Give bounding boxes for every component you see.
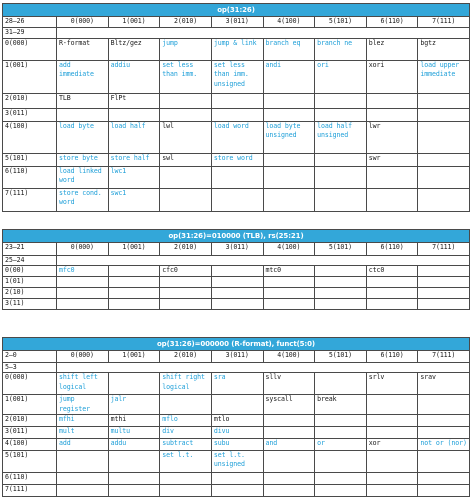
column-header: 1(001) — [108, 243, 160, 256]
table-row — [3, 438, 470, 450]
table-row — [3, 472, 470, 484]
corner-top-label: 2–0 — [3, 351, 57, 363]
empty-cell — [263, 109, 315, 122]
empty-cell — [366, 414, 418, 426]
empty-cell — [418, 167, 470, 189]
instruction-cell: mfhi — [57, 414, 109, 426]
table-row — [3, 288, 470, 299]
empty-cell — [366, 299, 418, 310]
table-row — [3, 450, 470, 472]
table-row — [3, 167, 470, 189]
empty-cell — [57, 109, 109, 122]
table-row — [3, 94, 470, 109]
empty-cell — [418, 109, 470, 122]
empty-cell — [211, 189, 263, 212]
empty-cell — [57, 277, 109, 288]
instruction-cell: div — [160, 426, 212, 438]
column-header: 2(010) — [160, 243, 212, 256]
empty-cell — [418, 277, 470, 288]
row-header: 3(11) — [3, 299, 57, 310]
empty-cell — [160, 109, 212, 122]
column-header: 3(011) — [211, 17, 263, 28]
instruction-cell: cfc0 — [160, 266, 212, 277]
instruction-cell: FlPt — [108, 94, 160, 109]
corner-bottom-label: 5–3 — [3, 363, 57, 373]
empty-cell — [108, 472, 160, 484]
empty-cell — [108, 373, 160, 395]
column-header: 6(110) — [366, 243, 418, 256]
empty-cell — [315, 450, 367, 472]
empty-cell — [366, 167, 418, 189]
instruction-cell: add immediate — [57, 61, 109, 94]
row-header: 2(010) — [3, 94, 57, 109]
instruction-cell: swc1 — [108, 189, 160, 212]
instruction-cell: set l.t. unsigned — [211, 450, 263, 472]
empty-cell — [366, 109, 418, 122]
instruction-cell: mthi — [108, 414, 160, 426]
empty-cell — [108, 299, 160, 310]
row-header: 3(011) — [3, 109, 57, 122]
row-header: 7(111) — [3, 484, 57, 496]
empty-cell — [57, 299, 109, 310]
instruction-cell: swr — [366, 154, 418, 167]
instruction-cell: shift left logical — [57, 373, 109, 395]
table-row — [3, 484, 470, 496]
empty-cell — [211, 94, 263, 109]
empty-cell — [211, 472, 263, 484]
empty-cell — [263, 299, 315, 310]
empty-cell — [160, 395, 212, 415]
table-title: op(31:26)=010000 (TLB), rs(25:21) — [3, 230, 470, 243]
instruction-cell: lwl — [160, 122, 212, 154]
instruction-cell: or — [315, 438, 367, 450]
empty-cell — [315, 154, 367, 167]
empty-cell — [263, 450, 315, 472]
instruction-cell: set less than imm. — [160, 61, 212, 94]
empty-cell — [160, 189, 212, 212]
instruction-cell: and — [263, 438, 315, 450]
instruction-cell: ori — [315, 61, 367, 94]
column-header: 1(001) — [108, 351, 160, 363]
empty-cell — [315, 109, 367, 122]
empty-cell — [418, 189, 470, 212]
instruction-cell: load byte unsigned — [263, 122, 315, 154]
row-header: 0(000) — [3, 39, 57, 61]
empty-cell — [263, 167, 315, 189]
row-header: 0(00) — [3, 266, 57, 277]
column-header: 7(111) — [418, 243, 470, 256]
column-header: 4(100) — [263, 243, 315, 256]
instruction-cell: load half — [108, 122, 160, 154]
empty-cell — [418, 288, 470, 299]
empty-cell — [315, 288, 367, 299]
empty-cell — [418, 154, 470, 167]
row-header: 3(011) — [3, 426, 57, 438]
empty-cell — [315, 266, 367, 277]
empty-cell — [418, 484, 470, 496]
empty-cell — [366, 288, 418, 299]
table-title: op(31:26)=000000 (R-format), funct(5:0) — [3, 338, 470, 351]
r-format-funct-table — [2, 337, 470, 497]
empty-cell — [160, 94, 212, 109]
empty-cell — [315, 299, 367, 310]
empty-cell — [211, 288, 263, 299]
empty-cell — [211, 299, 263, 310]
instruction-cell: load byte — [57, 122, 109, 154]
empty-cell — [366, 426, 418, 438]
row-header: 4(100) — [3, 122, 57, 154]
row-header: 1(01) — [3, 277, 57, 288]
instruction-cell: ctc0 — [366, 266, 418, 277]
table-row — [3, 299, 470, 310]
table-row — [3, 61, 470, 94]
instruction-cell: bgtz — [418, 39, 470, 61]
empty-cell — [315, 373, 367, 395]
instruction-cell: syscall — [263, 395, 315, 415]
empty-cell — [418, 426, 470, 438]
blank-cell — [57, 256, 470, 266]
empty-cell — [57, 288, 109, 299]
column-header: 6(110) — [366, 17, 418, 28]
column-header: 1(001) — [108, 17, 160, 28]
corner-bottom-label: 31–29 — [3, 28, 57, 39]
empty-cell — [418, 94, 470, 109]
instruction-cell: lwr — [366, 122, 418, 154]
instruction-cell: jump — [160, 39, 212, 61]
empty-cell — [108, 288, 160, 299]
blank-cell — [57, 363, 470, 373]
row-header: 7(111) — [3, 189, 57, 212]
instruction-cell: multu — [108, 426, 160, 438]
empty-cell — [366, 277, 418, 288]
row-header: 2(010) — [3, 414, 57, 426]
empty-cell — [211, 395, 263, 415]
column-header: 2(010) — [160, 17, 212, 28]
column-header: 0(000) — [57, 17, 109, 28]
table-row — [3, 373, 470, 395]
instruction-cell: store cond. word — [57, 189, 109, 212]
instruction-cell: load upper immediate — [418, 61, 470, 94]
empty-cell — [418, 299, 470, 310]
empty-cell — [211, 266, 263, 277]
instruction-cell: subu — [211, 438, 263, 450]
empty-cell — [108, 484, 160, 496]
instruction-cell: R-format — [57, 39, 109, 61]
column-header: 3(011) — [211, 243, 263, 256]
empty-cell — [211, 109, 263, 122]
instruction-cell: mtc0 — [263, 266, 315, 277]
column-header: 5(101) — [315, 17, 367, 28]
empty-cell — [263, 189, 315, 212]
row-header: 6(110) — [3, 167, 57, 189]
instruction-cell: break — [315, 395, 367, 415]
empty-cell — [160, 167, 212, 189]
instruction-cell: load half unsigned — [315, 122, 367, 154]
instruction-cell: srav — [418, 373, 470, 395]
blank-cell — [57, 28, 470, 39]
empty-cell — [366, 94, 418, 109]
instruction-cell: addu — [108, 438, 160, 450]
corner-top-label: 23–21 — [3, 243, 57, 256]
empty-cell — [315, 472, 367, 484]
column-header: 7(111) — [418, 17, 470, 28]
instruction-cell: Bltz/gez — [108, 39, 160, 61]
empty-cell — [57, 472, 109, 484]
empty-cell — [315, 484, 367, 496]
empty-cell — [263, 472, 315, 484]
instruction-cell: srlv — [366, 373, 418, 395]
instruction-cell: add — [57, 438, 109, 450]
table-row — [3, 266, 470, 277]
empty-cell — [263, 414, 315, 426]
instruction-cell: jump & link — [211, 39, 263, 61]
empty-cell — [263, 426, 315, 438]
instruction-cell: xori — [366, 61, 418, 94]
corner-top-label: 28–26 — [3, 17, 57, 28]
instruction-cell: mfc0 — [57, 266, 109, 277]
table-row — [3, 122, 470, 154]
empty-cell — [160, 472, 212, 484]
empty-cell — [366, 472, 418, 484]
empty-cell — [366, 189, 418, 212]
table-row — [3, 277, 470, 288]
row-header: 6(110) — [3, 472, 57, 484]
column-header: 7(111) — [418, 351, 470, 363]
empty-cell — [366, 450, 418, 472]
corner-bottom-label: 25–24 — [3, 256, 57, 266]
instruction-cell: store byte — [57, 154, 109, 167]
row-header: 5(101) — [3, 450, 57, 472]
empty-cell — [315, 414, 367, 426]
empty-cell — [211, 167, 263, 189]
instruction-cell: blez — [366, 39, 418, 61]
empty-cell — [366, 484, 418, 496]
empty-cell — [108, 109, 160, 122]
empty-cell — [315, 277, 367, 288]
empty-cell — [160, 288, 212, 299]
instruction-cell: andi — [263, 61, 315, 94]
empty-cell — [418, 450, 470, 472]
instruction-cell: divu — [211, 426, 263, 438]
empty-cell — [315, 426, 367, 438]
empty-cell — [57, 450, 109, 472]
empty-cell — [211, 277, 263, 288]
row-header: 1(001) — [3, 61, 57, 94]
instruction-cell: TLB — [57, 94, 109, 109]
row-header: 5(101) — [3, 154, 57, 167]
empty-cell — [263, 484, 315, 496]
column-header: 4(100) — [263, 17, 315, 28]
instruction-cell: mult — [57, 426, 109, 438]
empty-cell — [160, 484, 212, 496]
row-header: 2(10) — [3, 288, 57, 299]
opcode-table — [2, 3, 470, 212]
instruction-cell: mtlo — [211, 414, 263, 426]
instruction-cell: shift right logical — [160, 373, 212, 395]
instruction-cell: set less than imm. unsigned — [211, 61, 263, 94]
instruction-cell: load linked word — [57, 167, 109, 189]
row-header: 1(001) — [3, 395, 57, 415]
column-header: 3(011) — [211, 351, 263, 363]
instruction-cell: not or (nor) — [418, 438, 470, 450]
instruction-cell: sra — [211, 373, 263, 395]
empty-cell — [366, 395, 418, 415]
empty-cell — [211, 484, 263, 496]
table-row — [3, 426, 470, 438]
empty-cell — [315, 189, 367, 212]
column-header: 5(101) — [315, 243, 367, 256]
table-row — [3, 39, 470, 61]
instruction-cell: addiu — [108, 61, 160, 94]
table-title: op(31:26) — [3, 4, 470, 17]
instruction-cell: branch eq — [263, 39, 315, 61]
empty-cell — [418, 122, 470, 154]
table-row — [3, 414, 470, 426]
instruction-cell: sllv — [263, 373, 315, 395]
instruction-cell: store word — [211, 154, 263, 167]
column-header: 0(000) — [57, 351, 109, 363]
column-header: 0(000) — [57, 243, 109, 256]
instruction-cell: set l.t. — [160, 450, 212, 472]
table-row — [3, 189, 470, 212]
instruction-cell: jump register — [57, 395, 109, 415]
column-header: 4(100) — [263, 351, 315, 363]
empty-cell — [108, 450, 160, 472]
instruction-cell: swl — [160, 154, 212, 167]
row-header: 0(000) — [3, 373, 57, 395]
empty-cell — [108, 277, 160, 288]
empty-cell — [160, 299, 212, 310]
empty-cell — [315, 167, 367, 189]
empty-cell — [108, 266, 160, 277]
empty-cell — [418, 395, 470, 415]
instruction-cell: store half — [108, 154, 160, 167]
instruction-cell: branch ne — [315, 39, 367, 61]
column-header: 2(010) — [160, 351, 212, 363]
empty-cell — [263, 277, 315, 288]
tlb-rs-table — [2, 229, 470, 310]
instruction-cell: load word — [211, 122, 263, 154]
column-header: 5(101) — [315, 351, 367, 363]
column-header: 6(110) — [366, 351, 418, 363]
empty-cell — [57, 484, 109, 496]
instruction-cell: xor — [366, 438, 418, 450]
instruction-cell: mflo — [160, 414, 212, 426]
instruction-cell: jalr — [108, 395, 160, 415]
empty-cell — [418, 472, 470, 484]
instruction-cell: lwc1 — [108, 167, 160, 189]
empty-cell — [418, 414, 470, 426]
empty-cell — [263, 94, 315, 109]
table-row — [3, 109, 470, 122]
empty-cell — [418, 266, 470, 277]
empty-cell — [263, 288, 315, 299]
table-row — [3, 395, 470, 415]
empty-cell — [263, 154, 315, 167]
empty-cell — [160, 277, 212, 288]
table-row — [3, 154, 470, 167]
row-header: 4(100) — [3, 438, 57, 450]
instruction-cell: subtract — [160, 438, 212, 450]
empty-cell — [315, 94, 367, 109]
